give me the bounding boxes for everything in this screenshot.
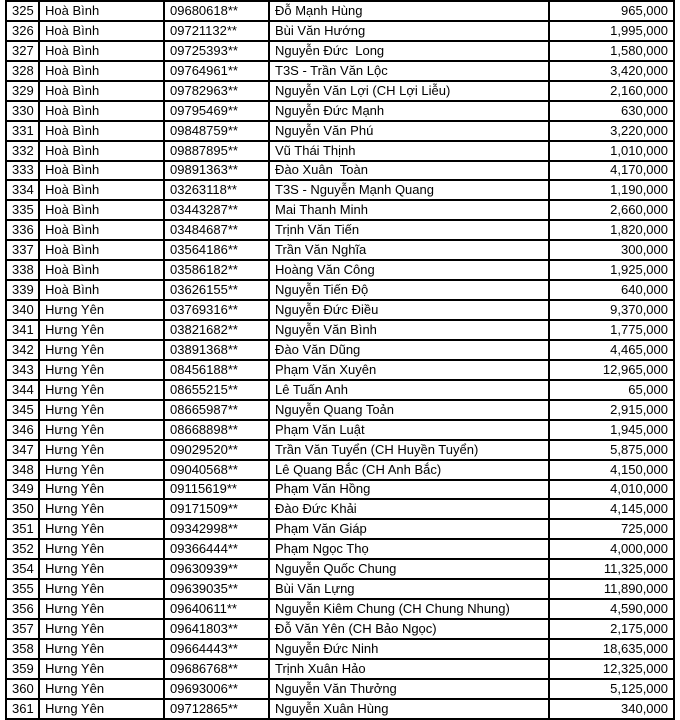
cell-province[interactable]: Hưng Yên	[39, 499, 164, 519]
cell-phone[interactable]: 09725393**	[164, 41, 269, 61]
table-row	[6, 360, 674, 380]
cell-name[interactable]: Vũ Thái Thịnh	[269, 141, 549, 161]
cell-row-number[interactable]: 354	[6, 559, 39, 579]
cell-row-number[interactable]: 328	[6, 61, 39, 81]
cell-row-number[interactable]: 346	[6, 420, 39, 440]
cell-name[interactable]: Nguyễn Văn Lợi (CH Lợi Liễu)	[269, 81, 549, 101]
cell-amount[interactable]: 18,635,000	[549, 639, 674, 659]
cell-province[interactable]: Hưng Yên	[39, 559, 164, 579]
cell-province[interactable]: Hưng Yên	[39, 579, 164, 599]
cell-phone[interactable]: 03891368**	[164, 340, 269, 360]
cell-province[interactable]: Hoà Bình	[39, 280, 164, 300]
table-row	[6, 579, 674, 599]
cell-row-number[interactable]: 359	[6, 659, 39, 679]
cell-amount[interactable]: 12,965,000	[549, 360, 674, 380]
cell-phone[interactable]: 09641803**	[164, 619, 269, 639]
cell-row-number[interactable]: 333	[6, 161, 39, 181]
table-row	[6, 380, 674, 400]
cell-row-number[interactable]: 331	[6, 121, 39, 141]
table-row	[6, 220, 674, 240]
cell-phone[interactable]: 08668898**	[164, 420, 269, 440]
cell-row-number[interactable]: 341	[6, 320, 39, 340]
cell-row-number[interactable]: 340	[6, 300, 39, 320]
cell-name[interactable]: Nguyễn Văn Bình	[269, 320, 549, 340]
table-row	[6, 161, 674, 181]
cell-phone[interactable]: 09040568**	[164, 460, 269, 480]
cell-phone[interactable]: 09764961**	[164, 61, 269, 81]
cell-row-number[interactable]: 325	[6, 1, 39, 21]
cell-row-number[interactable]: 347	[6, 440, 39, 460]
cell-name[interactable]: Đỗ Mạnh Hùng	[269, 1, 549, 21]
cell-amount[interactable]: 965,000	[549, 1, 674, 21]
cell-amount[interactable]: 5,125,000	[549, 679, 674, 699]
cell-row-number[interactable]: 326	[6, 21, 39, 41]
cell-phone[interactable]: 09795469**	[164, 101, 269, 121]
cell-province[interactable]: Hưng Yên	[39, 539, 164, 559]
cell-name[interactable]: Nguyễn Văn Thưởng	[269, 679, 549, 699]
cell-phone[interactable]: 03443287**	[164, 200, 269, 220]
cell-row-number[interactable]: 338	[6, 260, 39, 280]
cell-row-number[interactable]: 335	[6, 200, 39, 220]
cell-amount[interactable]: 2,915,000	[549, 400, 674, 420]
cell-row-number[interactable]: 355	[6, 579, 39, 599]
cell-province[interactable]: Hưng Yên	[39, 300, 164, 320]
cell-phone[interactable]: 09712865**	[164, 699, 269, 719]
table-row	[6, 499, 674, 519]
cell-name[interactable]: Nguyễn Đức Mạnh	[269, 101, 549, 121]
cell-row-number[interactable]: 344	[6, 380, 39, 400]
table-row	[6, 619, 674, 639]
cell-name[interactable]: T3S - Trần Văn Lộc	[269, 61, 549, 81]
table-row	[6, 240, 674, 260]
cell-name[interactable]: Trịnh Văn Tiến	[269, 220, 549, 240]
cell-province[interactable]: Hưng Yên	[39, 699, 164, 719]
cell-phone[interactable]: 09029520**	[164, 440, 269, 460]
cell-name[interactable]: Bùi Văn Hướng	[269, 21, 549, 41]
table-row	[6, 460, 674, 480]
cell-amount[interactable]: 1,775,000	[549, 320, 674, 340]
cell-amount[interactable]: 340,000	[549, 699, 674, 719]
table-row	[6, 101, 674, 121]
table-row	[6, 121, 674, 141]
cell-amount[interactable]: 65,000	[549, 380, 674, 400]
table-row	[6, 679, 674, 699]
cell-amount[interactable]: 4,590,000	[549, 599, 674, 619]
cell-row-number[interactable]: 343	[6, 360, 39, 380]
cell-amount[interactable]: 630,000	[549, 101, 674, 121]
cell-name[interactable]: Phạm Văn Xuyên	[269, 360, 549, 380]
cell-phone[interactable]: 09171509**	[164, 499, 269, 519]
cell-province[interactable]: Hoà Bình	[39, 61, 164, 81]
cell-phone[interactable]: 09782963**	[164, 81, 269, 101]
cell-amount[interactable]: 4,150,000	[549, 460, 674, 480]
cell-amount[interactable]: 1,820,000	[549, 220, 674, 240]
cell-amount[interactable]: 4,145,000	[549, 499, 674, 519]
cell-name[interactable]: Nguyễn Xuân Hùng	[269, 699, 549, 719]
cell-phone[interactable]: 09366444**	[164, 539, 269, 559]
cell-row-number[interactable]: 357	[6, 619, 39, 639]
cell-row-number[interactable]: 332	[6, 141, 39, 161]
cell-province[interactable]: Hoà Bình	[39, 81, 164, 101]
cell-row-number[interactable]: 356	[6, 599, 39, 619]
table-row	[6, 420, 674, 440]
cell-name[interactable]: Phạm Ngọc Thọ	[269, 539, 549, 559]
cell-row-number[interactable]: 329	[6, 81, 39, 101]
cell-name[interactable]: Trần Văn Nghĩa	[269, 240, 549, 260]
cell-province[interactable]: Hoà Bình	[39, 121, 164, 141]
cell-province[interactable]: Hưng Yên	[39, 320, 164, 340]
cell-province[interactable]: Hưng Yên	[39, 400, 164, 420]
cell-phone[interactable]: 03626155**	[164, 280, 269, 300]
table-row	[6, 340, 674, 360]
cell-phone[interactable]: 03484687**	[164, 220, 269, 240]
table-row	[6, 200, 674, 220]
cell-phone[interactable]: 09887895**	[164, 141, 269, 161]
cell-row-number[interactable]: 334	[6, 180, 39, 200]
cell-phone[interactable]: 09630939**	[164, 559, 269, 579]
table-row	[6, 1, 674, 21]
cell-phone[interactable]: 09664443**	[164, 639, 269, 659]
cell-phone[interactable]: 03263118**	[164, 180, 269, 200]
cell-phone[interactable]: 08665987**	[164, 400, 269, 420]
cell-row-number[interactable]: 345	[6, 400, 39, 420]
cell-phone[interactable]: 09721132**	[164, 21, 269, 41]
cell-row-number[interactable]: 351	[6, 519, 39, 539]
cell-phone[interactable]: 09848759**	[164, 121, 269, 141]
cell-amount[interactable]: 2,160,000	[549, 81, 674, 101]
cell-amount[interactable]: 640,000	[549, 280, 674, 300]
cell-amount[interactable]: 11,325,000	[549, 559, 674, 579]
cell-name[interactable]: Nguyễn Đức Long	[269, 41, 549, 61]
cell-province[interactable]: Hoà Bình	[39, 180, 164, 200]
table-row	[6, 440, 674, 460]
cell-province[interactable]: Hưng Yên	[39, 440, 164, 460]
cell-name[interactable]: Trịnh Xuân Hảo	[269, 659, 549, 679]
cell-amount[interactable]: 1,945,000	[549, 420, 674, 440]
table-row	[6, 320, 674, 340]
cell-amount[interactable]: 1,925,000	[549, 260, 674, 280]
table-row	[6, 519, 674, 539]
cell-phone[interactable]: 09693006**	[164, 679, 269, 699]
table-row	[6, 480, 674, 500]
cell-amount[interactable]: 300,000	[549, 240, 674, 260]
cell-name[interactable]: Đào Xuân Toàn	[269, 161, 549, 181]
cell-name[interactable]: Bùi Văn Lựng	[269, 579, 549, 599]
table-row	[6, 539, 674, 559]
cell-province[interactable]: Hoà Bình	[39, 1, 164, 21]
table-row	[6, 300, 674, 320]
cell-name[interactable]: Phạm Văn Luật	[269, 420, 549, 440]
cell-province[interactable]: Hưng Yên	[39, 460, 164, 480]
cell-name[interactable]: Nguyễn Quang Toản	[269, 400, 549, 420]
cell-name[interactable]: Lê Tuấn Anh	[269, 380, 549, 400]
cell-row-number[interactable]: 327	[6, 41, 39, 61]
cell-province[interactable]: Hưng Yên	[39, 619, 164, 639]
cell-amount[interactable]: 4,010,000	[549, 480, 674, 500]
table-row	[6, 41, 674, 61]
cell-province[interactable]: Hưng Yên	[39, 480, 164, 500]
cell-row-number[interactable]: 348	[6, 460, 39, 480]
cell-name[interactable]: Trần Văn Tuyển (CH Huyền Tuyển)	[269, 440, 549, 460]
cell-amount[interactable]: 1,190,000	[549, 180, 674, 200]
cell-province[interactable]: Hoà Bình	[39, 220, 164, 240]
table-row	[6, 21, 674, 41]
table-row	[6, 400, 674, 420]
cell-amount[interactable]: 4,465,000	[549, 340, 674, 360]
cell-province[interactable]: Hoà Bình	[39, 240, 164, 260]
cell-row-number[interactable]: 349	[6, 480, 39, 500]
cell-phone[interactable]: 03821682**	[164, 320, 269, 340]
cell-name[interactable]: Nguyễn Văn Phú	[269, 121, 549, 141]
cell-phone[interactable]: 09891363**	[164, 161, 269, 181]
cell-province[interactable]: Hoà Bình	[39, 141, 164, 161]
table-row	[6, 260, 674, 280]
cell-province[interactable]: Hưng Yên	[39, 679, 164, 699]
cell-row-number[interactable]: 342	[6, 340, 39, 360]
cell-amount[interactable]: 1,580,000	[549, 41, 674, 61]
cell-row-number[interactable]: 337	[6, 240, 39, 260]
cell-province[interactable]: Hưng Yên	[39, 599, 164, 619]
cell-province[interactable]: Hưng Yên	[39, 380, 164, 400]
cell-province[interactable]: Hưng Yên	[39, 420, 164, 440]
cell-phone[interactable]: 03586182**	[164, 260, 269, 280]
table-row	[6, 280, 674, 300]
cell-row-number[interactable]: 336	[6, 220, 39, 240]
cell-name[interactable]: Phạm Văn Hồng	[269, 480, 549, 500]
cell-province[interactable]: Hưng Yên	[39, 659, 164, 679]
cell-amount[interactable]: 4,170,000	[549, 161, 674, 181]
cell-name[interactable]: T3S - Nguyễn Mạnh Quang	[269, 180, 549, 200]
cell-province[interactable]: Hoà Bình	[39, 260, 164, 280]
cell-phone[interactable]: 08456188**	[164, 360, 269, 380]
cell-name[interactable]: Lê Quang Bắc (CH Anh Bắc)	[269, 460, 549, 480]
cell-amount[interactable]: 3,420,000	[549, 61, 674, 81]
cell-amount[interactable]: 1,995,000	[549, 21, 674, 41]
cell-name[interactable]: Phạm Văn Giáp	[269, 519, 549, 539]
table-body	[6, 1, 674, 719]
table-row	[6, 81, 674, 101]
table-row	[6, 599, 674, 619]
cell-province[interactable]: Hưng Yên	[39, 519, 164, 539]
table-row	[6, 141, 674, 161]
cell-phone[interactable]: 09115619**	[164, 480, 269, 500]
cell-amount[interactable]: 12,325,000	[549, 659, 674, 679]
cell-name[interactable]: Đào Đức Khải	[269, 499, 549, 519]
cell-row-number[interactable]: 358	[6, 639, 39, 659]
cell-province[interactable]: Hưng Yên	[39, 639, 164, 659]
cell-province[interactable]: Hoà Bình	[39, 161, 164, 181]
cell-phone[interactable]: 09639035**	[164, 579, 269, 599]
cell-name[interactable]: Nguyễn Đức Ninh	[269, 639, 549, 659]
table-row	[6, 180, 674, 200]
cell-amount[interactable]: 2,175,000	[549, 619, 674, 639]
cell-amount[interactable]: 9,370,000	[549, 300, 674, 320]
cell-amount[interactable]: 5,875,000	[549, 440, 674, 460]
cell-name[interactable]: Hoàng Văn Công	[269, 260, 549, 280]
table-row	[6, 699, 674, 719]
cell-name[interactable]: Nguyễn Tiến Độ	[269, 280, 549, 300]
cell-amount[interactable]: 4,000,000	[549, 539, 674, 559]
table-row	[6, 61, 674, 81]
cell-phone[interactable]: 03564186**	[164, 240, 269, 260]
table-row	[6, 659, 674, 679]
cell-amount[interactable]: 3,220,000	[549, 121, 674, 141]
cell-amount[interactable]: 11,890,000	[549, 579, 674, 599]
cell-row-number[interactable]: 350	[6, 499, 39, 519]
cell-row-number[interactable]: 361	[6, 699, 39, 719]
cell-row-number[interactable]: 352	[6, 539, 39, 559]
cell-row-number[interactable]: 339	[6, 280, 39, 300]
cell-amount[interactable]: 1,010,000	[549, 141, 674, 161]
cell-phone[interactable]: 09640611**	[164, 599, 269, 619]
cell-province[interactable]: Hoà Bình	[39, 200, 164, 220]
cell-province[interactable]: Hoà Bình	[39, 101, 164, 121]
cell-province[interactable]: Hoà Bình	[39, 21, 164, 41]
cell-name[interactable]: Đào Văn Dũng	[269, 340, 549, 360]
cell-row-number[interactable]: 360	[6, 679, 39, 699]
cell-name[interactable]: Mai Thanh Minh	[269, 200, 549, 220]
cell-province[interactable]: Hưng Yên	[39, 360, 164, 380]
cell-phone[interactable]: 09342998**	[164, 519, 269, 539]
cell-amount[interactable]: 725,000	[549, 519, 674, 539]
cell-amount[interactable]: 2,660,000	[549, 200, 674, 220]
cell-name[interactable]: Nguyễn Kiêm Chung (CH Chung Nhung)	[269, 599, 549, 619]
cell-name[interactable]: Đỗ Văn Yên (CH Bảo Ngọc)	[269, 619, 549, 639]
cell-phone[interactable]: 03769316**	[164, 300, 269, 320]
cell-row-number[interactable]: 330	[6, 101, 39, 121]
cell-province[interactable]: Hưng Yên	[39, 340, 164, 360]
cell-name[interactable]: Nguyễn Đức Điều	[269, 300, 549, 320]
cell-province[interactable]: Hoà Bình	[39, 41, 164, 61]
donor-table	[5, 0, 675, 720]
cell-phone[interactable]: 09686768**	[164, 659, 269, 679]
table-row	[6, 639, 674, 659]
cell-phone[interactable]: 09680618**	[164, 1, 269, 21]
cell-name[interactable]: Nguyễn Quốc Chung	[269, 559, 549, 579]
table-row	[6, 559, 674, 579]
cell-phone[interactable]: 08655215**	[164, 380, 269, 400]
